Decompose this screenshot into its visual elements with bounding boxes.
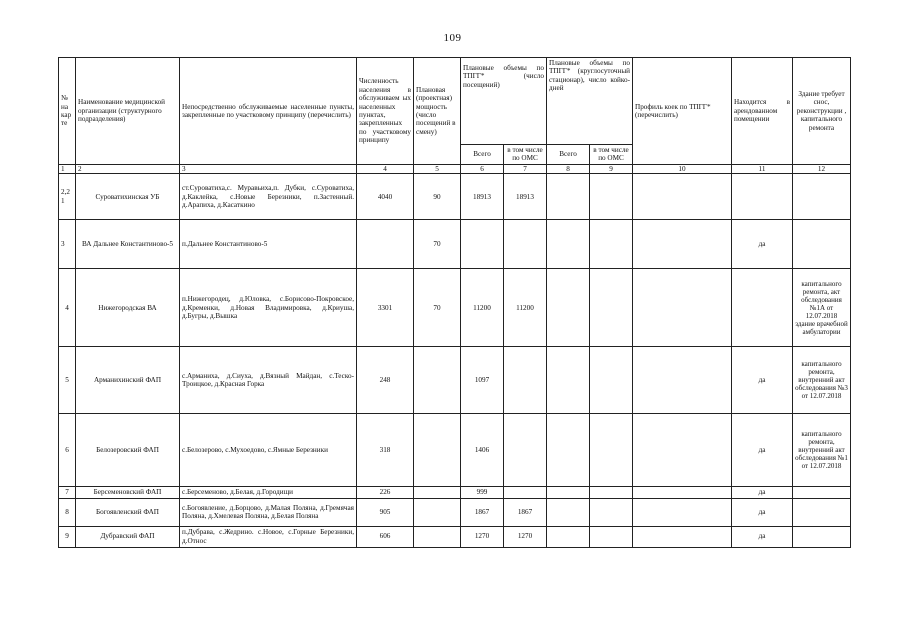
column-number: 11 bbox=[732, 164, 793, 173]
row-number: 8 bbox=[59, 498, 76, 526]
org-name: Суроватихинская УБ bbox=[76, 174, 180, 220]
column-number: 7 bbox=[504, 164, 547, 173]
capacity: 70 bbox=[414, 269, 461, 347]
org-name: Белозеровский ФАП bbox=[76, 414, 180, 487]
settlements: с.Богоявление, д.Борцово, д.Малая Поляна, д.Гремячая Поляна, д.Хмелевая Поляна, д.Белая Поляна bbox=[180, 498, 357, 526]
rented-flag: да bbox=[732, 414, 793, 487]
org-name: Арманихинский ФАП bbox=[76, 347, 180, 414]
table-row bbox=[59, 498, 851, 526]
population bbox=[357, 220, 414, 269]
rented-flag: да bbox=[732, 498, 793, 526]
settlements: ст.Суроватиха,с. Муравьиха,п. Дубки, с.Суроватиха, д.Каклейка, с.Новые Березники, п.Застенный. д.Арапиха, д.Касаткино bbox=[180, 174, 357, 220]
beds-oms bbox=[590, 414, 633, 487]
building-note bbox=[793, 487, 851, 498]
header-capacity: Плановая (проектная) мощность (число посещений в смену) bbox=[414, 58, 461, 165]
capacity bbox=[414, 347, 461, 414]
rented-flag bbox=[732, 174, 793, 220]
row-number: 6 bbox=[59, 414, 76, 487]
beds-oms bbox=[590, 174, 633, 220]
capacity bbox=[414, 487, 461, 498]
beds-oms bbox=[590, 487, 633, 498]
bed-profile bbox=[633, 526, 732, 547]
visits-oms: 18913 bbox=[504, 174, 547, 220]
building-note bbox=[793, 498, 851, 526]
row-number: 5 bbox=[59, 347, 76, 414]
beds-total bbox=[547, 414, 590, 487]
building-note bbox=[793, 220, 851, 269]
row-number: 7 bbox=[59, 487, 76, 498]
population: 226 bbox=[357, 487, 414, 498]
visits-total: 11200 bbox=[461, 269, 504, 347]
header-org-name: Наименование медицинской организации (структурного подразделения) bbox=[76, 58, 180, 165]
org-name: Дубравский ФАП bbox=[76, 526, 180, 547]
visits-total bbox=[461, 220, 504, 269]
row-number: 4 bbox=[59, 269, 76, 347]
settlements: с.Арманиха, д.Сиуха, д.Вязный Майдан, с.Теско- Троицкое, д.Красная Горка bbox=[180, 347, 357, 414]
row-number: 3 bbox=[59, 220, 76, 269]
visits-oms bbox=[504, 347, 547, 414]
visits-oms bbox=[504, 414, 547, 487]
column-number: 6 bbox=[461, 164, 504, 173]
rented-flag bbox=[732, 269, 793, 347]
column-number: 12 bbox=[793, 164, 851, 173]
beds-total bbox=[547, 269, 590, 347]
column-number: 5 bbox=[414, 164, 461, 173]
header-no: № на кар те bbox=[59, 58, 76, 165]
org-name: Нижегородская ВА bbox=[76, 269, 180, 347]
table-row bbox=[59, 414, 851, 487]
header-profile: Профиль коек по ТПГГ* (перечислить) bbox=[633, 58, 732, 165]
population: 318 bbox=[357, 414, 414, 487]
visits-total: 18913 bbox=[461, 174, 504, 220]
org-name: ВА Дальнее Константиново-5 bbox=[76, 220, 180, 269]
beds-total bbox=[547, 174, 590, 220]
building-note: капитального ремонта, внутренний акт обследования №3 от 12.07.2018 bbox=[793, 347, 851, 414]
settlements: с.Берсеменово, д.Белая, д.Городищи bbox=[180, 487, 357, 498]
header-beds-total: Всего bbox=[547, 145, 590, 165]
settlements: с.Белозерово, с.Мухоедово, с.Ямные Березники bbox=[180, 414, 357, 487]
visits-oms: 11200 bbox=[504, 269, 547, 347]
population: 606 bbox=[357, 526, 414, 547]
rented-flag: да bbox=[732, 220, 793, 269]
beds-total bbox=[547, 487, 590, 498]
settlements: п.Нижегородец, д.Юловка, с.Борисово-Покровское, д.Кременки, д.Новая Владимировка, д.Криуша, д.Бугры, д.Вышка bbox=[180, 269, 357, 347]
population: 905 bbox=[357, 498, 414, 526]
building-note bbox=[793, 174, 851, 220]
capacity: 70 bbox=[414, 220, 461, 269]
visits-oms bbox=[504, 487, 547, 498]
rented-flag: да bbox=[732, 526, 793, 547]
capacity bbox=[414, 414, 461, 487]
bed-profile bbox=[633, 498, 732, 526]
medical-organizations-table bbox=[58, 57, 851, 548]
beds-oms bbox=[590, 220, 633, 269]
beds-oms bbox=[590, 526, 633, 547]
beds-oms bbox=[590, 269, 633, 347]
visits-total: 1406 bbox=[461, 414, 504, 487]
beds-total bbox=[547, 347, 590, 414]
table-row bbox=[59, 487, 851, 498]
settlements: п.Дубрава, с.Жедрино. с.Новое, с.Горные Березники, д.Относ bbox=[180, 526, 357, 547]
table-row bbox=[59, 526, 851, 547]
column-number: 8 bbox=[547, 164, 590, 173]
population: 248 bbox=[357, 347, 414, 414]
population: 3301 bbox=[357, 269, 414, 347]
header-beds-group: Плановые объемы по ТПГГ* (круглосуточный стационар), число койко-дней bbox=[547, 58, 633, 145]
column-number: 2 bbox=[76, 164, 180, 173]
visits-oms: 1270 bbox=[504, 526, 547, 547]
header-population: Численность населения в обслуживаем ых населенных пунктах, закрепленных по участковому принципу bbox=[357, 58, 414, 165]
beds-oms bbox=[590, 347, 633, 414]
column-numbers-row bbox=[59, 164, 851, 173]
header-building: Здание требует снос, реконструкции , капитального ремонта bbox=[793, 58, 851, 165]
table-row bbox=[59, 347, 851, 414]
visits-oms bbox=[504, 220, 547, 269]
org-name: Берсеменовский ФАП bbox=[76, 487, 180, 498]
column-number: 1 bbox=[59, 164, 76, 173]
page-number: 109 bbox=[443, 32, 462, 44]
org-name: Богоявленский ФАП bbox=[76, 498, 180, 526]
header-beds-oms: в том числе по ОМС bbox=[590, 145, 633, 165]
bed-profile bbox=[633, 347, 732, 414]
header-settlements: Непосредственно обслуживаемые населенные пункты, закрепленные по участковому принципу (перечислить) bbox=[180, 58, 357, 165]
row-number: 9 bbox=[59, 526, 76, 547]
column-number: 10 bbox=[633, 164, 732, 173]
table-row bbox=[59, 220, 851, 269]
bed-profile bbox=[633, 487, 732, 498]
visits-total: 999 bbox=[461, 487, 504, 498]
visits-total: 1097 bbox=[461, 347, 504, 414]
rented-flag: да bbox=[732, 487, 793, 498]
capacity bbox=[414, 498, 461, 526]
visits-oms: 1867 bbox=[504, 498, 547, 526]
capacity: 90 bbox=[414, 174, 461, 220]
column-number: 3 bbox=[180, 164, 357, 173]
beds-total bbox=[547, 526, 590, 547]
building-note: капитального ремонта, внутренний акт обследования №1 от 12.07.2018 bbox=[793, 414, 851, 487]
visits-total: 1270 bbox=[461, 526, 504, 547]
column-number: 4 bbox=[357, 164, 414, 173]
bed-profile bbox=[633, 269, 732, 347]
population: 4040 bbox=[357, 174, 414, 220]
capacity bbox=[414, 526, 461, 547]
header-rented: Находится в арендованном помещении bbox=[732, 58, 793, 165]
table-row bbox=[59, 269, 851, 347]
table-row bbox=[59, 174, 851, 220]
column-number: 9 bbox=[590, 164, 633, 173]
beds-total bbox=[547, 498, 590, 526]
visits-total: 1867 bbox=[461, 498, 504, 526]
bed-profile bbox=[633, 220, 732, 269]
header-visits-group: Плановые объемы по ТПГГ* (число посещений) bbox=[461, 58, 547, 145]
header-visits-total: Всего bbox=[461, 145, 504, 165]
bed-profile bbox=[633, 174, 732, 220]
building-note bbox=[793, 526, 851, 547]
building-note: капитального ремонта, акт обследования №1А от 12.07.2018 здание врачебной амбулатории bbox=[793, 269, 851, 347]
settlements: п.Дальнее Константиново-5 bbox=[180, 220, 357, 269]
rented-flag: да bbox=[732, 347, 793, 414]
row-number: 2,21 bbox=[59, 174, 76, 220]
beds-total bbox=[547, 220, 590, 269]
beds-oms bbox=[590, 498, 633, 526]
header-visits-oms: в том числе по ОМС bbox=[504, 145, 547, 165]
bed-profile bbox=[633, 414, 732, 487]
